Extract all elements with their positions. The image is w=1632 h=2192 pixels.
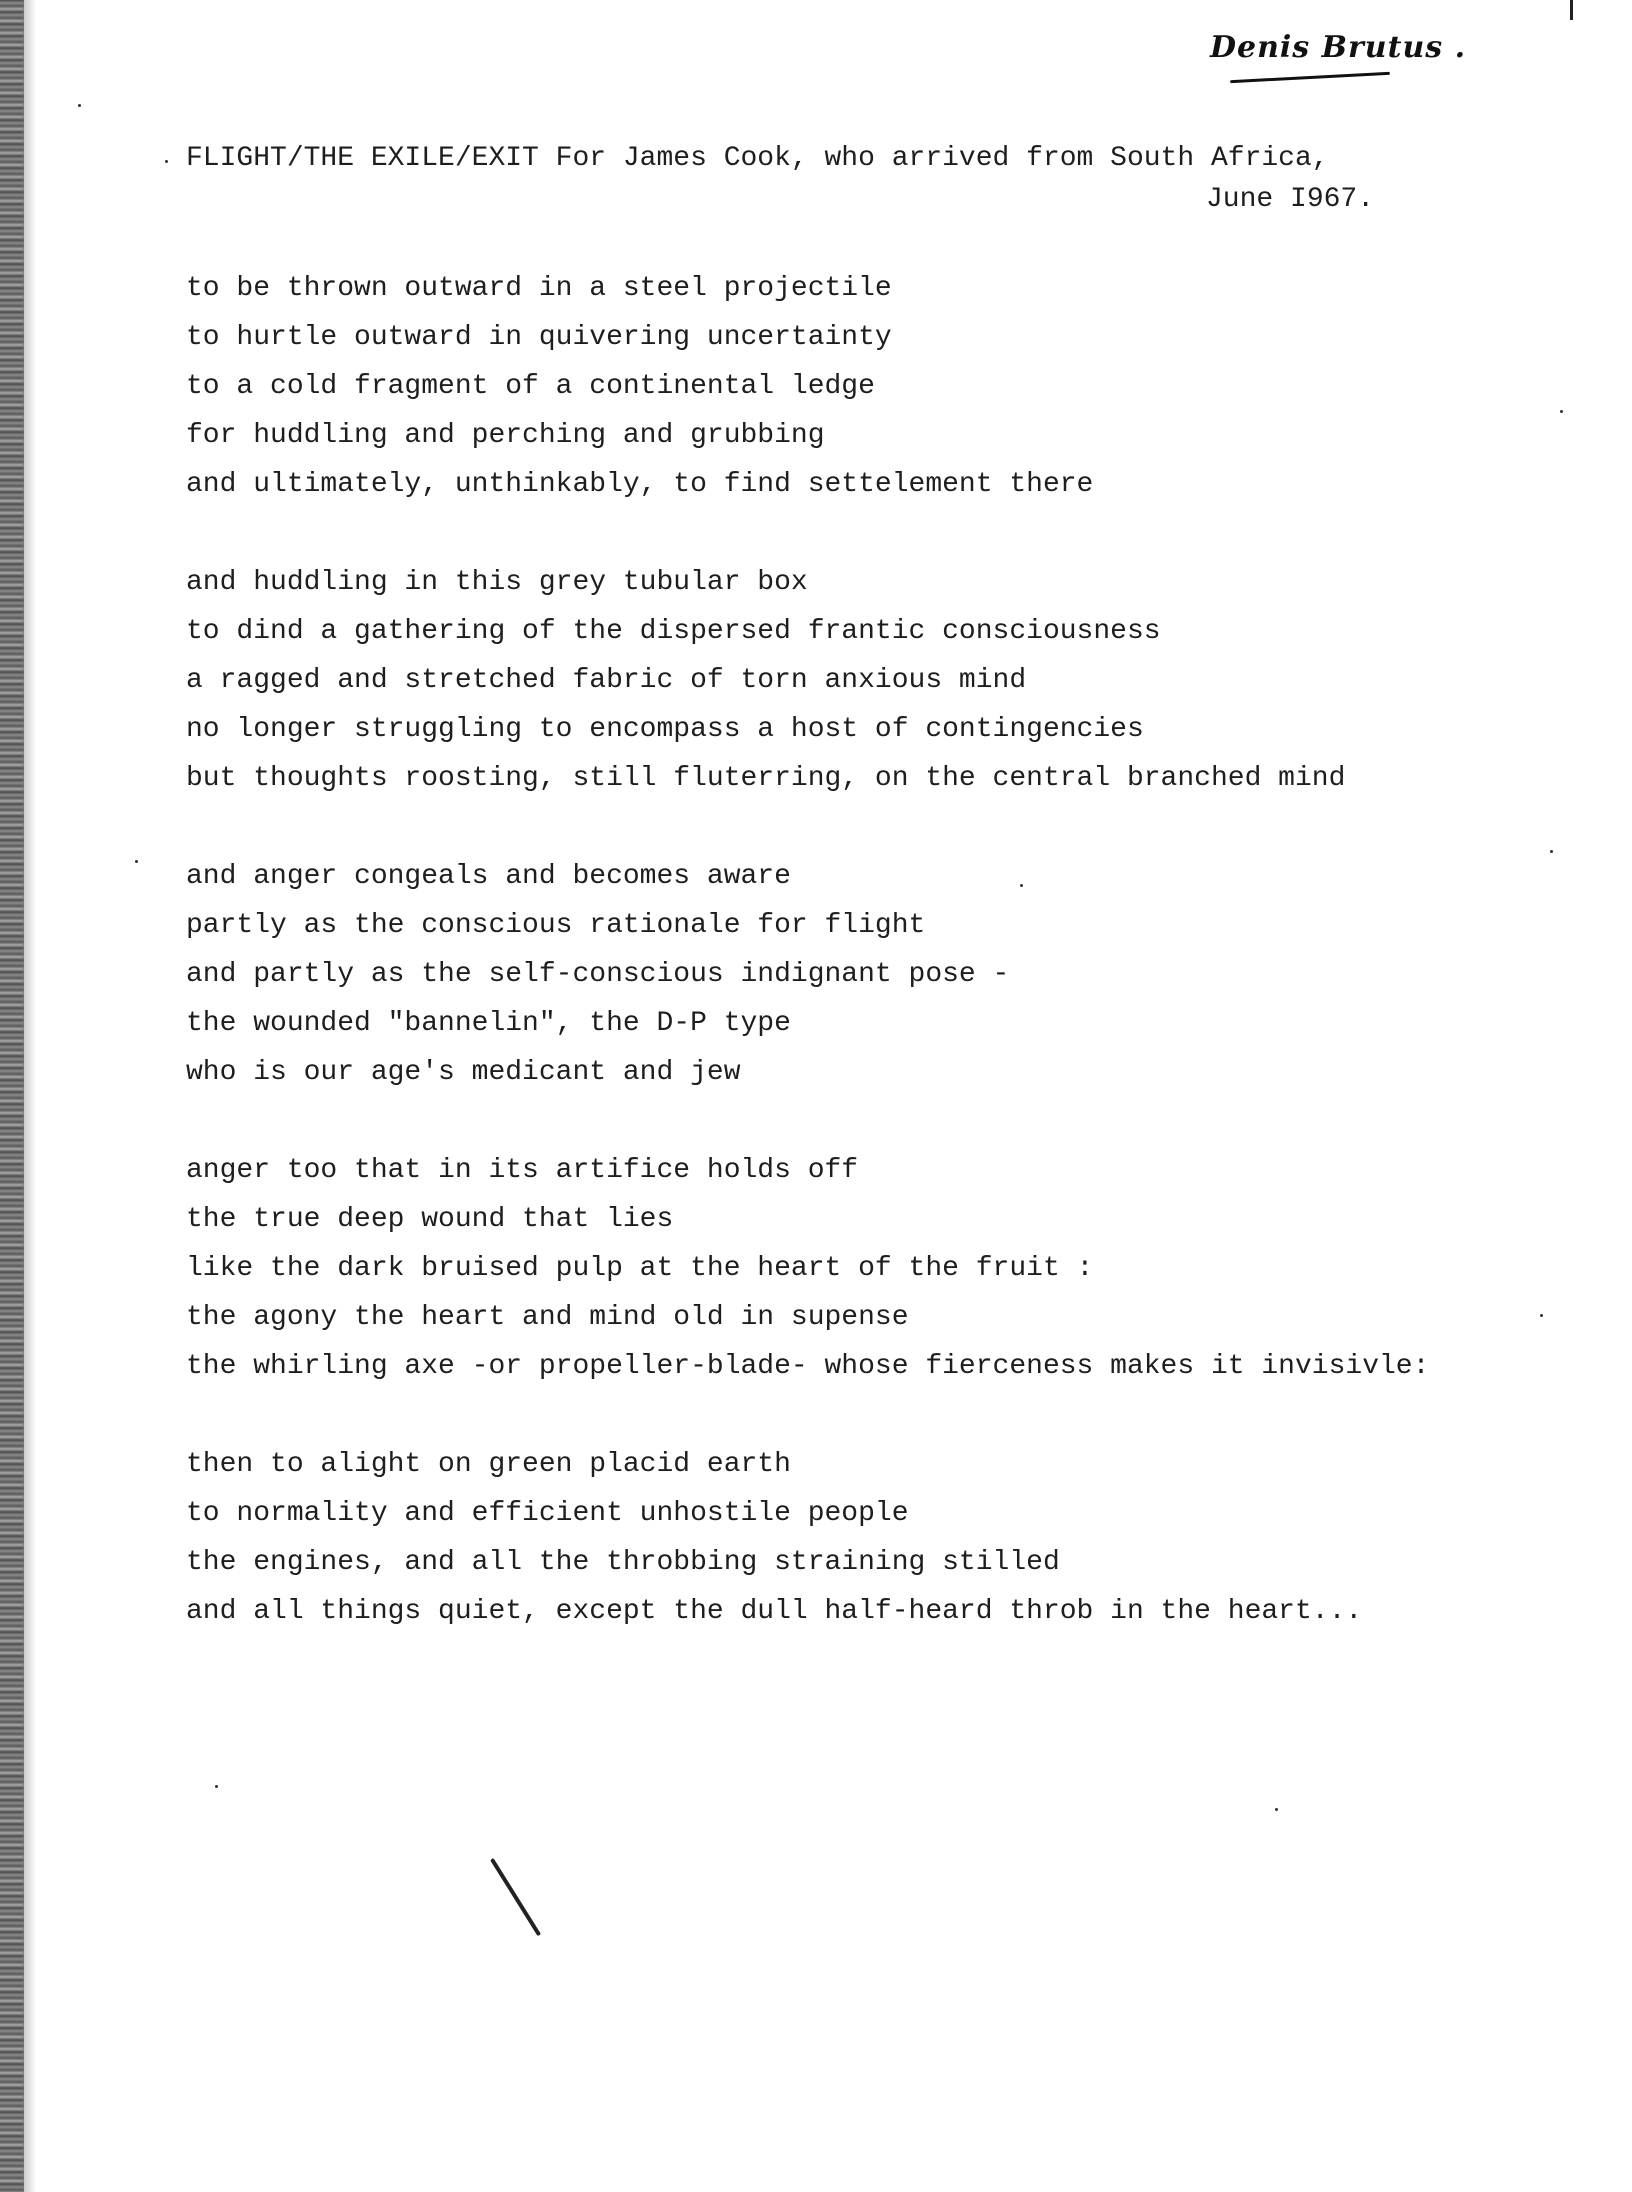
poem-line: then to alight on green placid earth (186, 1449, 791, 1480)
poem-line: and ultimately, unthinkably, to find settelement there (186, 469, 1094, 500)
poem-line: no longer struggling to encompass a host of contingencies (186, 714, 1144, 745)
stanza-3 (186, 852, 1606, 1097)
poem-header: FLIGHT/THE EXILE/EXIT For James Cook, who arrived from South Africa, (186, 143, 1329, 174)
signature (1210, 30, 1467, 90)
poem-line: and huddling in this grey tubular box (186, 567, 808, 598)
poem-line: partly as the conscious rationale for flight (186, 910, 926, 941)
stanza-4 (186, 1146, 1606, 1391)
scan-speck (1540, 1314, 1543, 1317)
stanza-5 (186, 1440, 1606, 1636)
poem-line: to hurtle outward in quivering uncertainty (186, 322, 892, 353)
poem-line: anger too that in its artifice holds off (186, 1155, 859, 1186)
poem-line: to a cold fragment of a continental ledge (186, 371, 875, 402)
poem-body (186, 264, 1606, 1685)
poem-line: and partly as the self-conscious indignant pose - (186, 959, 1010, 990)
scan-speck (1020, 884, 1023, 887)
signature-underline (1230, 72, 1390, 83)
poem-date: June I967. (1206, 184, 1375, 215)
scan-mark (1570, 0, 1573, 20)
signature-text: Denis Brutus . (1210, 30, 1467, 65)
pen-stroke (490, 1858, 541, 1936)
poem-line: a ragged and stretched fabric of torn anxious mind (186, 665, 1027, 696)
poem-line: the true deep wound that lies (186, 1204, 674, 1235)
stanza-2 (186, 558, 1606, 803)
poem-line: the engines, and all the throbbing straining stilled (186, 1547, 1060, 1578)
binding-shadow-fade (22, 0, 36, 2192)
poem-line: the agony the heart and mind old in supense (186, 1302, 909, 1333)
scan-speck (215, 1785, 218, 1788)
poem-line: the wounded "bannelin", the D-P type (186, 1008, 791, 1039)
poem-line: to normality and efficient unhostile people (186, 1498, 909, 1529)
binding-shadow (0, 0, 24, 2192)
poem-line: and all things quiet, except the dull half-heard throb in the heart... (186, 1596, 1363, 1627)
scan-speck (1275, 1808, 1278, 1811)
poem-line: but thoughts roosting, still fluterring, on the central branched mind (186, 763, 1346, 794)
scan-speck (78, 104, 81, 107)
poem-line: for huddling and perching and grubbing (186, 420, 825, 451)
stanza-1 (186, 264, 1606, 509)
poem-line: to be thrown outward in a steel projectile (186, 273, 892, 304)
poem-line: like the dark bruised pulp at the heart of the fruit : (186, 1253, 1094, 1284)
scan-speck (1550, 850, 1553, 853)
poem-line: who is our age's medicant and jew (186, 1057, 741, 1088)
scan-speck (1560, 410, 1563, 413)
scan-speck (165, 160, 168, 163)
poem-line: and anger congeals and becomes aware (186, 861, 791, 892)
poem-line: the whirling axe -or propeller-blade- whose fierceness makes it invisivle: (186, 1351, 1430, 1382)
scan-speck (135, 860, 138, 863)
poem-line: to dind a gathering of the dispersed frantic consciousness (186, 616, 1161, 647)
